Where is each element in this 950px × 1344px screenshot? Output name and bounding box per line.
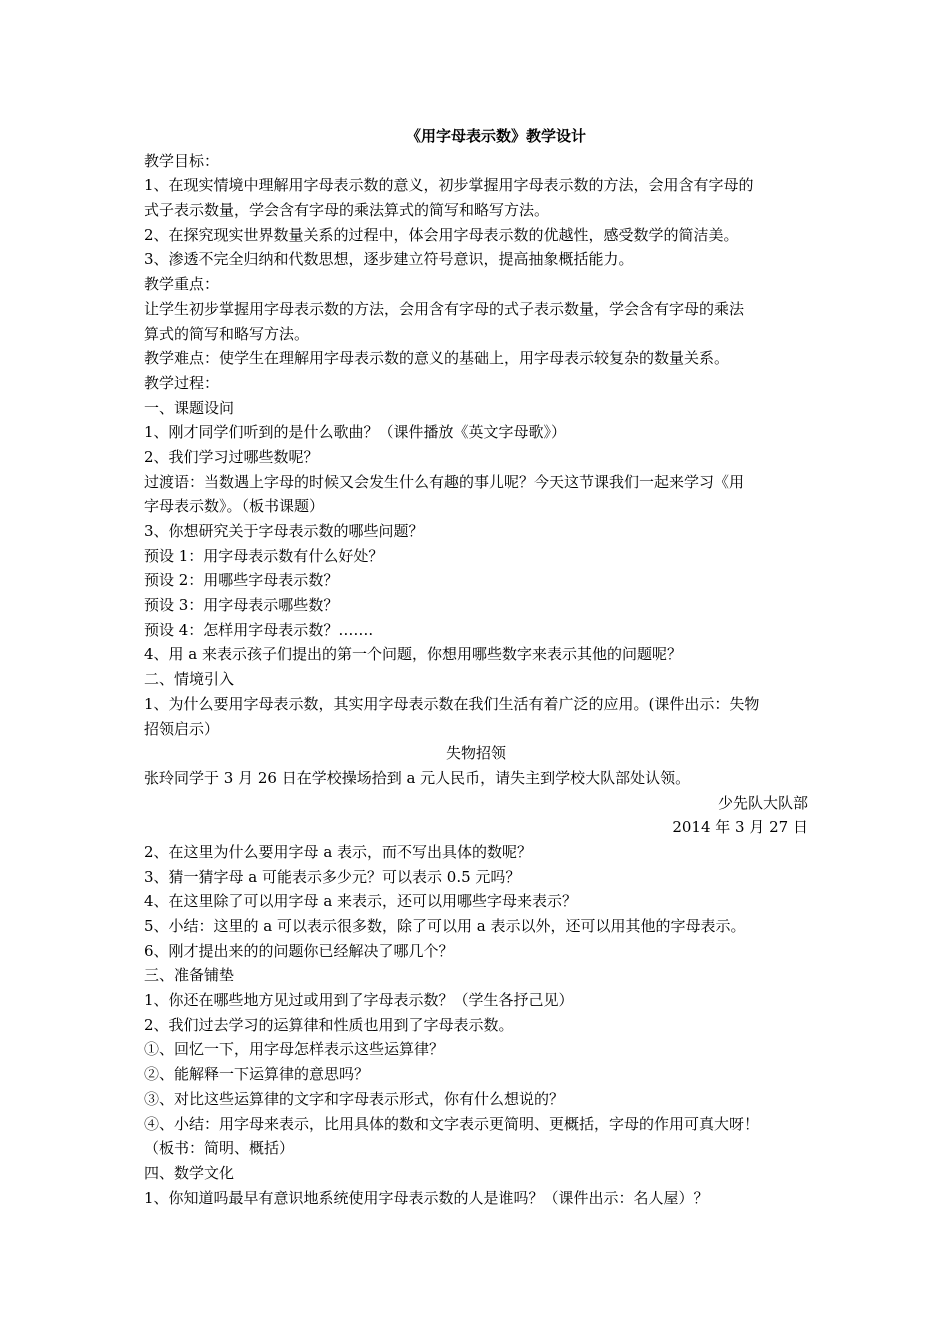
text-line: 预设 3：用字母表示哪些数？ [144,596,339,615]
text-line: 教学过程： [144,373,220,392]
text-line: 四、数学文化 [144,1163,235,1182]
text-line: ①、回忆一下，用字母怎样表示这些运算律？ [144,1040,445,1059]
notice-signature: 少先队大队部 [717,793,808,812]
text-line: 教学重点： [144,275,220,294]
notice-heading: 失物招领 [445,744,506,763]
text-line: 一、课题设问 [144,398,235,417]
text-line: 二、情境引入 [144,670,235,689]
text-line: 预设 1：用字母表示数有什么好处？ [144,546,384,565]
text-line: 3、你想研究关于字母表示数的哪些问题？ [144,522,424,540]
notice-body: 张玲同学于 3 月 26 日在学校操场拾到 a 元人民币，请失主到学校大队部处认领。 [144,768,691,787]
text-line: 让学生初步掌握用字母表示数的方法，会用含有字母的式子表示数量，学会含有字母的乘法 [144,299,745,318]
lines-part-2 [144,840,808,1210]
text-line: ④、小结：用字母来表示，比用具体的数和文字表示更简明、更概括，字母的作用可真大呀！ [144,1114,760,1133]
text-line: 4、用 a 来表示孩子们提出的第一个问题，你想用哪些数字来表示其他的问题呢？ [144,645,683,664]
text-line: 1、你还在哪些地方见过或用到了字母表示数？（学生各抒己见） [144,991,574,1010]
text-line: 5、小结：这里的 a 可以表示很多数，除了可以用 a 表示以外，还可以用其他的字母表示。 [144,917,746,935]
text-line: 2、我们过去学习的运算律和性质也用到了字母表示数。 [144,1015,514,1034]
text-line: 3、渗透不完全归纳和代数思想，逐步建立符号意识，提高抽象概括能力。 [144,250,634,269]
text-line: ②、能解释一下运算律的意思吗？ [144,1065,370,1084]
text-line: 1、你知道吗最早有意识地系统使用字母表示数的人是谁吗？（课件出示：名人屋）？ [144,1188,709,1207]
text-line: 1、在现实情境中理解用字母表示数的意义，初步掌握用字母表示数的方法，会用含有字母的 [144,176,754,195]
notice-date: 2014 年 3 月 27 日 [672,818,808,837]
text-line: 过渡语：当数遇上字母的时候又会发生什么有趣的事儿呢？今天这节课我们一起来学习《用 [144,472,745,491]
text-line: 教学难点：使学生在理解用字母表示数的意义的基础上，用字母表示较复杂的数量关系。 [144,349,730,368]
text-line: 字母表示数》。（板书课题） [144,497,325,516]
text-line: 三、准备铺垫 [144,966,235,985]
text-line: 1、为什么要用字母表示数，其实用字母表示数在我们生活有着广泛的应用。(课件出示：失物 [144,694,760,713]
text-line: 2、在探究现实世界数量关系的过程中，体会用字母表示数的优越性，感受数学的简洁美。 [144,225,739,244]
text-line: 算式的简写和略写方法。 [144,324,310,343]
text-line: 6、刚才提出来的的问题你已经解决了哪几个？ [144,941,454,960]
text-line: 3、猜一猜字母 a 可能表示多少元？可以表示 0.5 元吗？ [144,867,521,886]
text-line: 教学目标： [144,151,220,170]
document-title: 《用字母表示数》教学设计 [405,127,586,145]
lost-and-found-notice [144,741,808,840]
text-line: 式子表示数量，学会含有字母的乘法算式的简写和略写方法。 [144,201,550,220]
text-line: 4、在这里除了可以用字母 a 来表示，还可以用哪些字母来表示？ [144,892,578,911]
text-line: 2、在这里为什么要用字母 a 表示，而不写出具体的数呢？ [144,842,533,861]
document-page [144,124,808,1210]
text-line: 2、我们学习过哪些数呢？ [144,447,319,466]
text-line: 预设 4：怎样用字母表示数？……. [144,620,374,639]
text-line: 招领启示） [144,719,220,738]
text-line: （板书：简明、概括） [144,1139,295,1158]
text-line: ③、对比这些运算律的文字和字母表示形式，你有什么想说的？ [144,1089,565,1108]
text-line: 预设 2：用哪些字母表示数？ [144,571,339,590]
lines-part-1 [144,149,808,742]
text-line: 1、刚才同学们听到的是什么歌曲？（课件播放《英文字母歌》） [144,423,567,442]
